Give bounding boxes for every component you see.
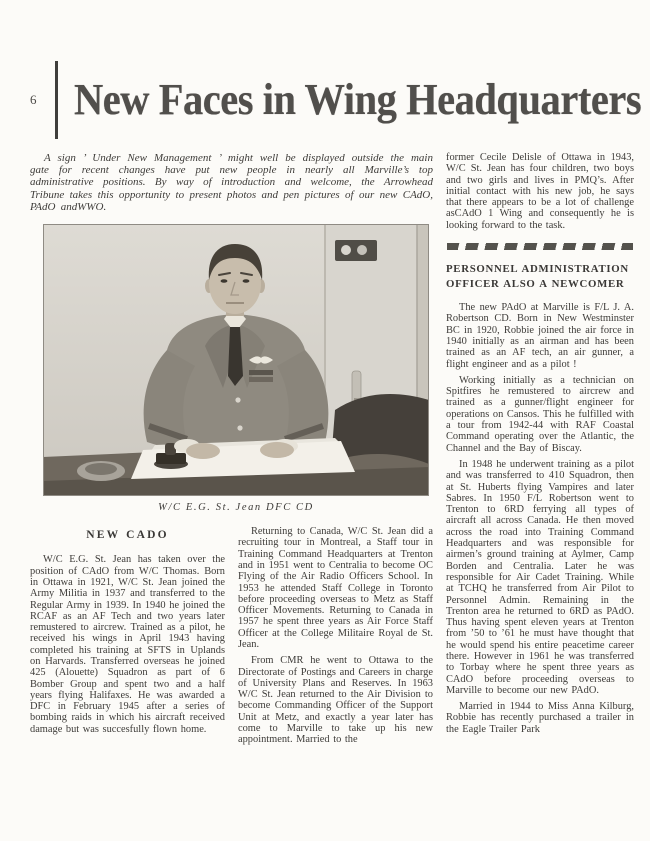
article-paragraph: Married in 1944 to Miss Anna Kilburg, Robbie has recently purchased a trailer in the Eagle Trailer Park — [446, 701, 634, 735]
subcolumn-2 — [238, 526, 433, 751]
article-paragraph: Working initially as a technician on Spitfires he remustered to aircrew and trained as a gunner/flight engineer for operations on Cansos. This he fulfilled with a tour from 1942-44 with RAF Coastal Command operating over the Atlantic, the Channel and the Bay of Biscay. — [446, 374, 634, 454]
article-paragraph: In 1948 he underwent training as a pilot and was transferred to 410 Squadron, then at St. Huberts flying Vampires and later Sabres. In 1950 F/L Robertson went to Trenton to 6RD ferrying all types of aircraft all across Canada. He then moved across the road into Training Command Headquarters and was responsible for airmen’s ground training at Aylmer, Camp Borden and Centralia. Later he was responsible for Air Cadet Training. While at TCHQ he transferred from Air Pilot to Personnel Admin. Remaining in the Trenton area he returned to 6RD as PAdO. Thus having spent eleven years at Trenton from ’50 to ’61 he must have thought that he would spend his entire peacetime career there. However in 1961 he was transferred to Torbay where he spent three years as CAdO before proceeding overseas to Marville to become our new PAdO. — [446, 458, 634, 696]
article-paragraph: former Cecile Delisle of Ottawa in 1943, W/C St. Jean has four children, two boys and two girls and lives in PMQ’s. After initial contact with his new job, he says that there appears to be a lot of challenge asCAdO 1 Wing and consequently he is looking forward to the task. — [446, 152, 634, 231]
right-column — [446, 152, 634, 751]
headline-rule — [55, 61, 58, 139]
officer-portrait-photo — [43, 224, 429, 496]
intro-paragraph: A sign ’ Under New Management ’ might well be displayed outside the main gate for recent changes have put new people in nearly all Marville’s top administrative positions. By way of introduction and welcome, the Arrowhead Tribune takes this opportunity to present photos and pen pictures of our new CAdO, PAdO andWWO. — [30, 152, 433, 213]
article-paragraph: The new PAdO at Marville is F/L J. A. Robertson CD. Born in New Westminster BC in 1920, Robbie joined the air force in 1940 initially as an airman and has been trained as an AF tech, an air gunner, a flight engineer and as a pilot ! — [446, 302, 634, 370]
page-title: New Faces in Wing Headquarters — [73, 75, 641, 124]
page-columns — [0, 144, 650, 751]
subcolumn-1 — [30, 526, 225, 751]
page-number: 6 — [30, 92, 37, 107]
article-paragraph: From CMR he went to Ottawa to the Directorate of Postings and Careers in charge of University Plans and Reserves. In 1963 W/C St. Jean returned to the Air Division to become Commanding Officer of the Support Unit at Metz, and exactly a year later has come to Marville to take up his new appointment. Married to the — [238, 655, 433, 746]
article-paragraph: Returning to Canada, W/C St. Jean did a recruiting tour in Montreal, a Staff tour in Training Command Headquarters at Trenton and in 1951 went to Centralia to become OC Flying of the Air Radio Officers School. In 1953 he attended Staff College in Toronto before proceeding overseas to Metz as Staff Officer Movements. Returning to Canada in 1957 he spent three years as Air Force Staff Officer at the College Militaire Royal de St. Jean. — [238, 526, 433, 650]
section-heading-new-cado: NEW CADO — [86, 529, 169, 542]
masthead — [0, 0, 650, 144]
photo-caption: W/C E.G. St. Jean DFC CD — [158, 502, 314, 514]
striped-divider — [447, 243, 633, 250]
section-heading-pado: PERSONNEL ADMINISTRATION OFFICER ALSO A NEWCOMER — [446, 263, 629, 291]
left-column — [30, 152, 433, 751]
article-paragraph: W/C E.G. St. Jean has taken over the position of CAdO from W/C Thomas. Born in Ottawa in 1921, W/C St. Jean joined the Army Militia in 1937 and transferred to the Regular Army in 1939. In 1940 he joined the RCAF as an AF Tech and two years later remustered to aircrew. Trained as a pilot, he received his wings in April 1943 having completed his training at SFTS in Uplands on Harvards. Transferred overseas he joined 425 (Alouette) Squadron as part of 6 Bomber Group and spent two and a half years flying Halifaxes. He was awarded a DFC in February 1945 after a series of bombing raids in which his aircraft received damage but was succesfully flown home. — [30, 554, 225, 735]
officer-photo-figure — [43, 224, 429, 513]
article-subcolumns — [30, 526, 433, 751]
